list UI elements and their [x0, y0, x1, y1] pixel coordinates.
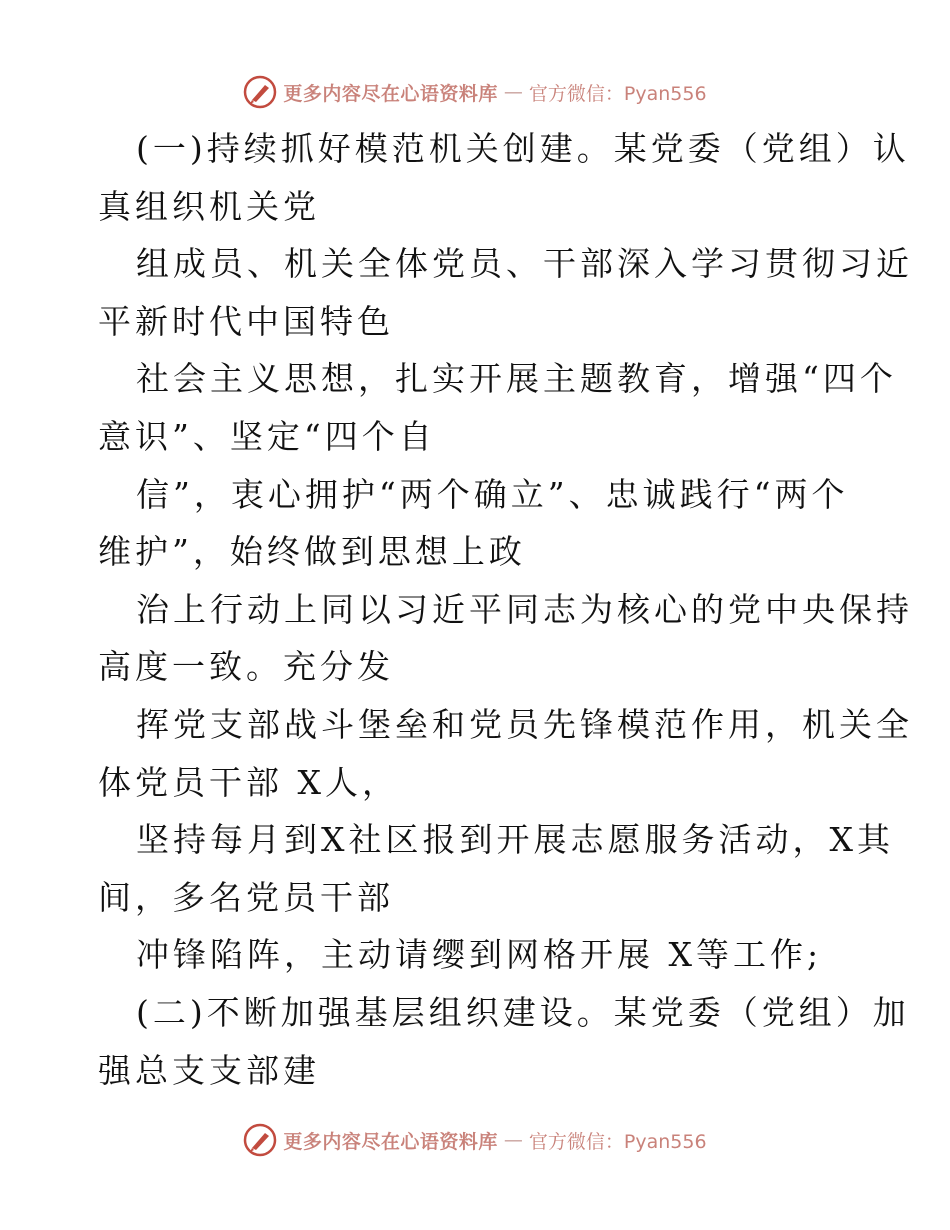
body-line: (二)不断加强基层组织建设。某党委（党组）加: [136, 992, 910, 1032]
watermark-separator: —: [503, 1129, 523, 1151]
body-line: 治上行动上同以习近平同志为核心的党中央保持: [136, 589, 913, 629]
body-line: 真组织机关党: [98, 186, 320, 226]
watermark-contact: 官方微信：Pyan556: [528, 82, 707, 105]
watermark-separator: —: [503, 81, 523, 103]
red-pen-logo-icon: [243, 75, 277, 109]
body-line: (一)持续抓好模范机关创建。某党委（党组）认: [136, 129, 910, 168]
body-line: 社会主义思想，扎实开展主题教育，增强“四个: [136, 359, 897, 399]
body-line: 组成员、机关全体党员、干部深入学习贯彻习近: [136, 244, 913, 284]
body-line: 意识”、坚定“四个自: [98, 416, 436, 456]
body-line: 冲锋陷阵，主动请缨到网格开展 X等工作;: [136, 935, 823, 975]
body-line: 体党员干部 X人，: [98, 762, 399, 802]
header-watermark: [0, 72, 950, 112]
body-line: 平新时代中国特色: [98, 301, 394, 341]
body-line: 维护”，始终做到思想上政: [98, 532, 526, 572]
red-pen-logo-icon: [243, 1123, 277, 1157]
watermark-contact: 官方微信：Pyan556: [528, 1130, 707, 1153]
document-body: [98, 120, 913, 1099]
body-line: 高度一致。充分发: [98, 647, 394, 687]
footer-watermark: [0, 1120, 950, 1160]
body-line: 强总支支部建: [98, 1050, 320, 1090]
body-line: 信”，衷心拥护“两个确立”、忠诚践行“两个: [136, 474, 849, 514]
body-line: 坚持每月到X社区报到开展志愿服务活动，X其: [136, 820, 894, 860]
body-line: 间，多名党员干部: [98, 877, 394, 917]
watermark-text: 更多内容尽在心语资料库: [283, 1130, 498, 1153]
body-line: 挥党支部战斗堡垒和党员先锋模范作用，机关全: [136, 704, 913, 744]
watermark-text: 更多内容尽在心语资料库: [283, 82, 498, 105]
